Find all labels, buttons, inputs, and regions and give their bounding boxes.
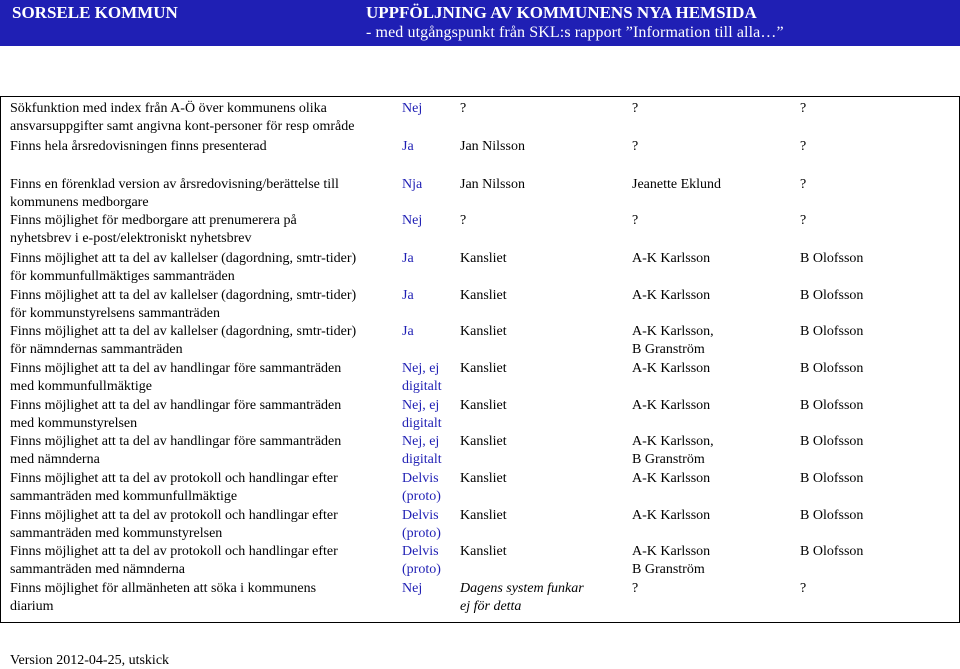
row-responsible-line: Kansliet [460,508,507,523]
row-status-line: Ja [402,139,414,154]
row-responsible-2 [632,543,782,579]
row-question [10,100,390,136]
row-status-line: digitalt [402,416,442,431]
row-responsible-3-line: B Olofsson [800,508,864,523]
row-responsible-3 [800,138,900,156]
row-responsible-2-line: ? [632,139,639,154]
row-responsible-2 [632,250,782,268]
row-question-line: Finns möjlighet för medborgare att prenumerera på [10,213,297,228]
row-responsible-3-line: ? [800,581,807,596]
row-question-line: Finns möjlighet att ta del av protokoll och handlingar efter [10,544,338,559]
row-responsible-2 [632,470,782,488]
row-question [10,580,390,616]
row-status [402,138,462,156]
row-question [10,323,390,359]
row-responsible-3 [800,433,900,451]
row-responsible-line: Kansliet [460,434,507,449]
row-responsible [460,138,620,156]
page-title: UPPFÖLJNING AV KOMMUNENS NYA HEMSIDA [366,3,757,22]
row-responsible-2 [632,323,782,359]
row-question-line: Finns möjlighet för allmänheten att söka i kommunens [10,581,317,596]
row-status [402,176,462,194]
row-question-line: nyhetsbrev i e-post/elektroniskt nyhetsbrev [10,231,252,246]
row-question-line: med kommunfullmäktige [10,379,152,394]
row-status [402,580,462,598]
row-responsible-2-line: A-K Karlsson [632,544,711,559]
row-responsible-line: Kansliet [460,251,507,266]
row-question [10,470,390,506]
row-status [402,507,462,543]
row-question-line: Finns möjlighet att ta del av kallelser (dagordning, smtr-tider) [10,288,357,303]
row-question-line: Finns möjlighet att ta del av protokoll och handlingar efter [10,508,338,523]
row-responsible-3 [800,507,900,525]
row-question [10,433,390,469]
row-responsible-2-line: A-K Karlsson [632,251,711,266]
row-question-line: med nämnderna [10,452,100,467]
row-responsible [460,250,620,268]
row-responsible-2-line: A-K Karlsson [632,471,711,486]
row-responsible-2-line: A-K Karlsson [632,398,711,413]
row-responsible-line: ? [460,213,467,228]
row-status-line: (proto) [402,562,441,577]
row-responsible-2-line: B Granström [632,342,705,357]
row-responsible-line: ej för detta [460,599,522,614]
row-question-line: Finns möjlighet att ta del av kallelser (dagordning, smtr-tider) [10,324,357,339]
row-question-line: för nämndernas sammanträden [10,342,183,357]
row-responsible-3 [800,250,900,268]
row-responsible-3 [800,176,900,194]
row-status [402,250,462,268]
row-question-line: diarium [10,599,54,614]
row-responsible-line: Kansliet [460,471,507,486]
row-status [402,543,462,579]
row-question-line: Finns möjlighet att ta del av handlingar före sammanträden [10,434,342,449]
row-responsible-2-line: Jeanette Eklund [632,177,722,192]
row-status-line: Nej, ej [402,434,440,449]
row-status-line: Nej [402,581,423,596]
row-responsible-line: Kansliet [460,324,507,339]
row-status [402,470,462,506]
row-responsible-2 [632,176,782,194]
row-responsible [460,433,620,451]
row-status-line: Nej [402,101,423,116]
row-question-line: Finns hela årsredovisningen finns presenterad [10,139,267,154]
row-responsible [460,176,620,194]
row-question-line: ansvarsuppgifter samt angivna kont-personer för resp område [10,119,355,134]
row-responsible-2-line: ? [632,101,639,116]
row-question-line: sammanträden med nämnderna [10,562,185,577]
row-question [10,543,390,579]
row-responsible-line: Dagens system funkar [460,581,584,596]
row-status [402,360,462,396]
row-responsible-3 [800,470,900,488]
row-responsible-3-line: B Olofsson [800,434,864,449]
row-status [402,323,462,341]
row-question-line: med kommunstyrelsen [10,416,138,431]
row-responsible [460,507,620,525]
organization-name: SORSELE KOMMUN [12,3,178,22]
row-responsible [460,323,620,341]
row-responsible-line: Jan Nilsson [460,139,525,154]
row-status-line: Nej, ej [402,398,440,413]
row-responsible-3-line: B Olofsson [800,288,864,303]
row-responsible-2 [632,138,782,156]
row-status-line: Delvis [402,508,439,523]
row-status-line: digitalt [402,379,442,394]
row-responsible [460,287,620,305]
row-question-line: Finns möjlighet att ta del av handlingar före sammanträden [10,361,342,376]
row-responsible-2 [632,100,782,118]
header-banner [0,0,960,46]
row-status-line: (proto) [402,526,441,541]
row-status [402,287,462,305]
row-responsible-2-line: ? [632,581,639,596]
page-subtitle: - med utgångspunkt från SKL:s rapport ”Information till alla…” [366,24,784,41]
row-status-line: (proto) [402,489,441,504]
row-status-line: Nej [402,213,423,228]
row-responsible-3-line: B Olofsson [800,398,864,413]
row-responsible-3-line: B Olofsson [800,471,864,486]
row-responsible-3 [800,580,900,598]
row-status-line: Ja [402,288,414,303]
row-responsible-3-line: B Olofsson [800,544,864,559]
row-responsible-3 [800,100,900,118]
row-responsible-line: Kansliet [460,544,507,559]
row-status-line: Ja [402,251,414,266]
row-responsible-2-line: A-K Karlsson [632,288,711,303]
row-status [402,212,462,230]
row-responsible-2-line: A-K Karlsson [632,508,711,523]
row-question [10,176,390,212]
row-responsible [460,543,620,561]
row-responsible-2 [632,580,782,598]
row-status-line: Ja [402,324,414,339]
row-responsible-2-line: A-K Karlsson, [632,434,714,449]
row-status-line: Nja [402,177,423,192]
row-responsible-3 [800,212,900,230]
row-responsible-2 [632,433,782,469]
row-responsible [460,212,620,230]
row-responsible [460,360,620,378]
row-responsible-3-line: ? [800,101,807,116]
row-question-line: kommunens medborgare [10,195,149,210]
row-status-line: Nej, ej [402,361,440,376]
row-responsible-2-line: A-K Karlsson, [632,324,714,339]
row-responsible-3-line: B Olofsson [800,324,864,339]
row-responsible-3-line: ? [800,139,807,154]
row-responsible-2-line: A-K Karlsson [632,361,711,376]
row-question-line: Finns möjlighet att ta del av kallelser (dagordning, smtr-tider) [10,251,357,266]
row-question-line: för kommunstyrelsens sammanträden [10,306,220,321]
row-responsible-line: Kansliet [460,398,507,413]
row-responsible-line: Kansliet [460,288,507,303]
row-status [402,397,462,433]
row-responsible-2 [632,212,782,230]
row-question [10,507,390,543]
row-responsible-3 [800,397,900,415]
row-responsible [460,470,620,488]
row-question-line: Finns en förenklad version av årsredovisning/berättelse till [10,177,339,192]
row-question [10,360,390,396]
row-responsible-3 [800,360,900,378]
row-question-line: sammanträden med kommunstyrelsen [10,526,223,541]
row-question [10,250,390,286]
row-question-line: Finns möjlighet att ta del av handlingar före sammanträden [10,398,342,413]
row-responsible-3 [800,323,900,341]
row-responsible-3 [800,543,900,561]
row-responsible-2 [632,507,782,525]
row-status [402,100,462,118]
row-responsible-2-line: B Granström [632,562,705,577]
row-responsible-3-line: ? [800,213,807,228]
row-question [10,212,390,248]
row-responsible-3 [800,287,900,305]
row-responsible [460,397,620,415]
row-responsible-3-line: B Olofsson [800,251,864,266]
row-question-line: sammanträden med kommunfullmäktige [10,489,238,504]
row-responsible-2 [632,287,782,305]
row-question-line: för kommunfullmäktiges sammanträden [10,269,235,284]
row-question [10,138,390,156]
row-responsible-line: Kansliet [460,361,507,376]
row-question-line: Finns möjlighet att ta del av protokoll och handlingar efter [10,471,338,486]
row-status-line: Delvis [402,544,439,559]
row-responsible-3-line: ? [800,177,807,192]
row-responsible-3-line: B Olofsson [800,361,864,376]
row-responsible-2 [632,397,782,415]
version-footer: Version 2012-04-25, utskick [10,653,170,668]
row-question [10,397,390,433]
row-status-line: digitalt [402,452,442,467]
row-question-line: Sökfunktion med index från A-Ö över kommunens olika [10,101,327,116]
row-responsible-line: ? [460,101,467,116]
row-responsible [460,580,620,616]
row-status [402,433,462,469]
row-question [10,287,390,323]
row-responsible-line: Jan Nilsson [460,177,525,192]
row-responsible-2-line: B Granström [632,452,705,467]
row-responsible-2-line: ? [632,213,639,228]
row-status-line: Delvis [402,471,439,486]
row-responsible-2 [632,360,782,378]
row-responsible [460,100,620,118]
